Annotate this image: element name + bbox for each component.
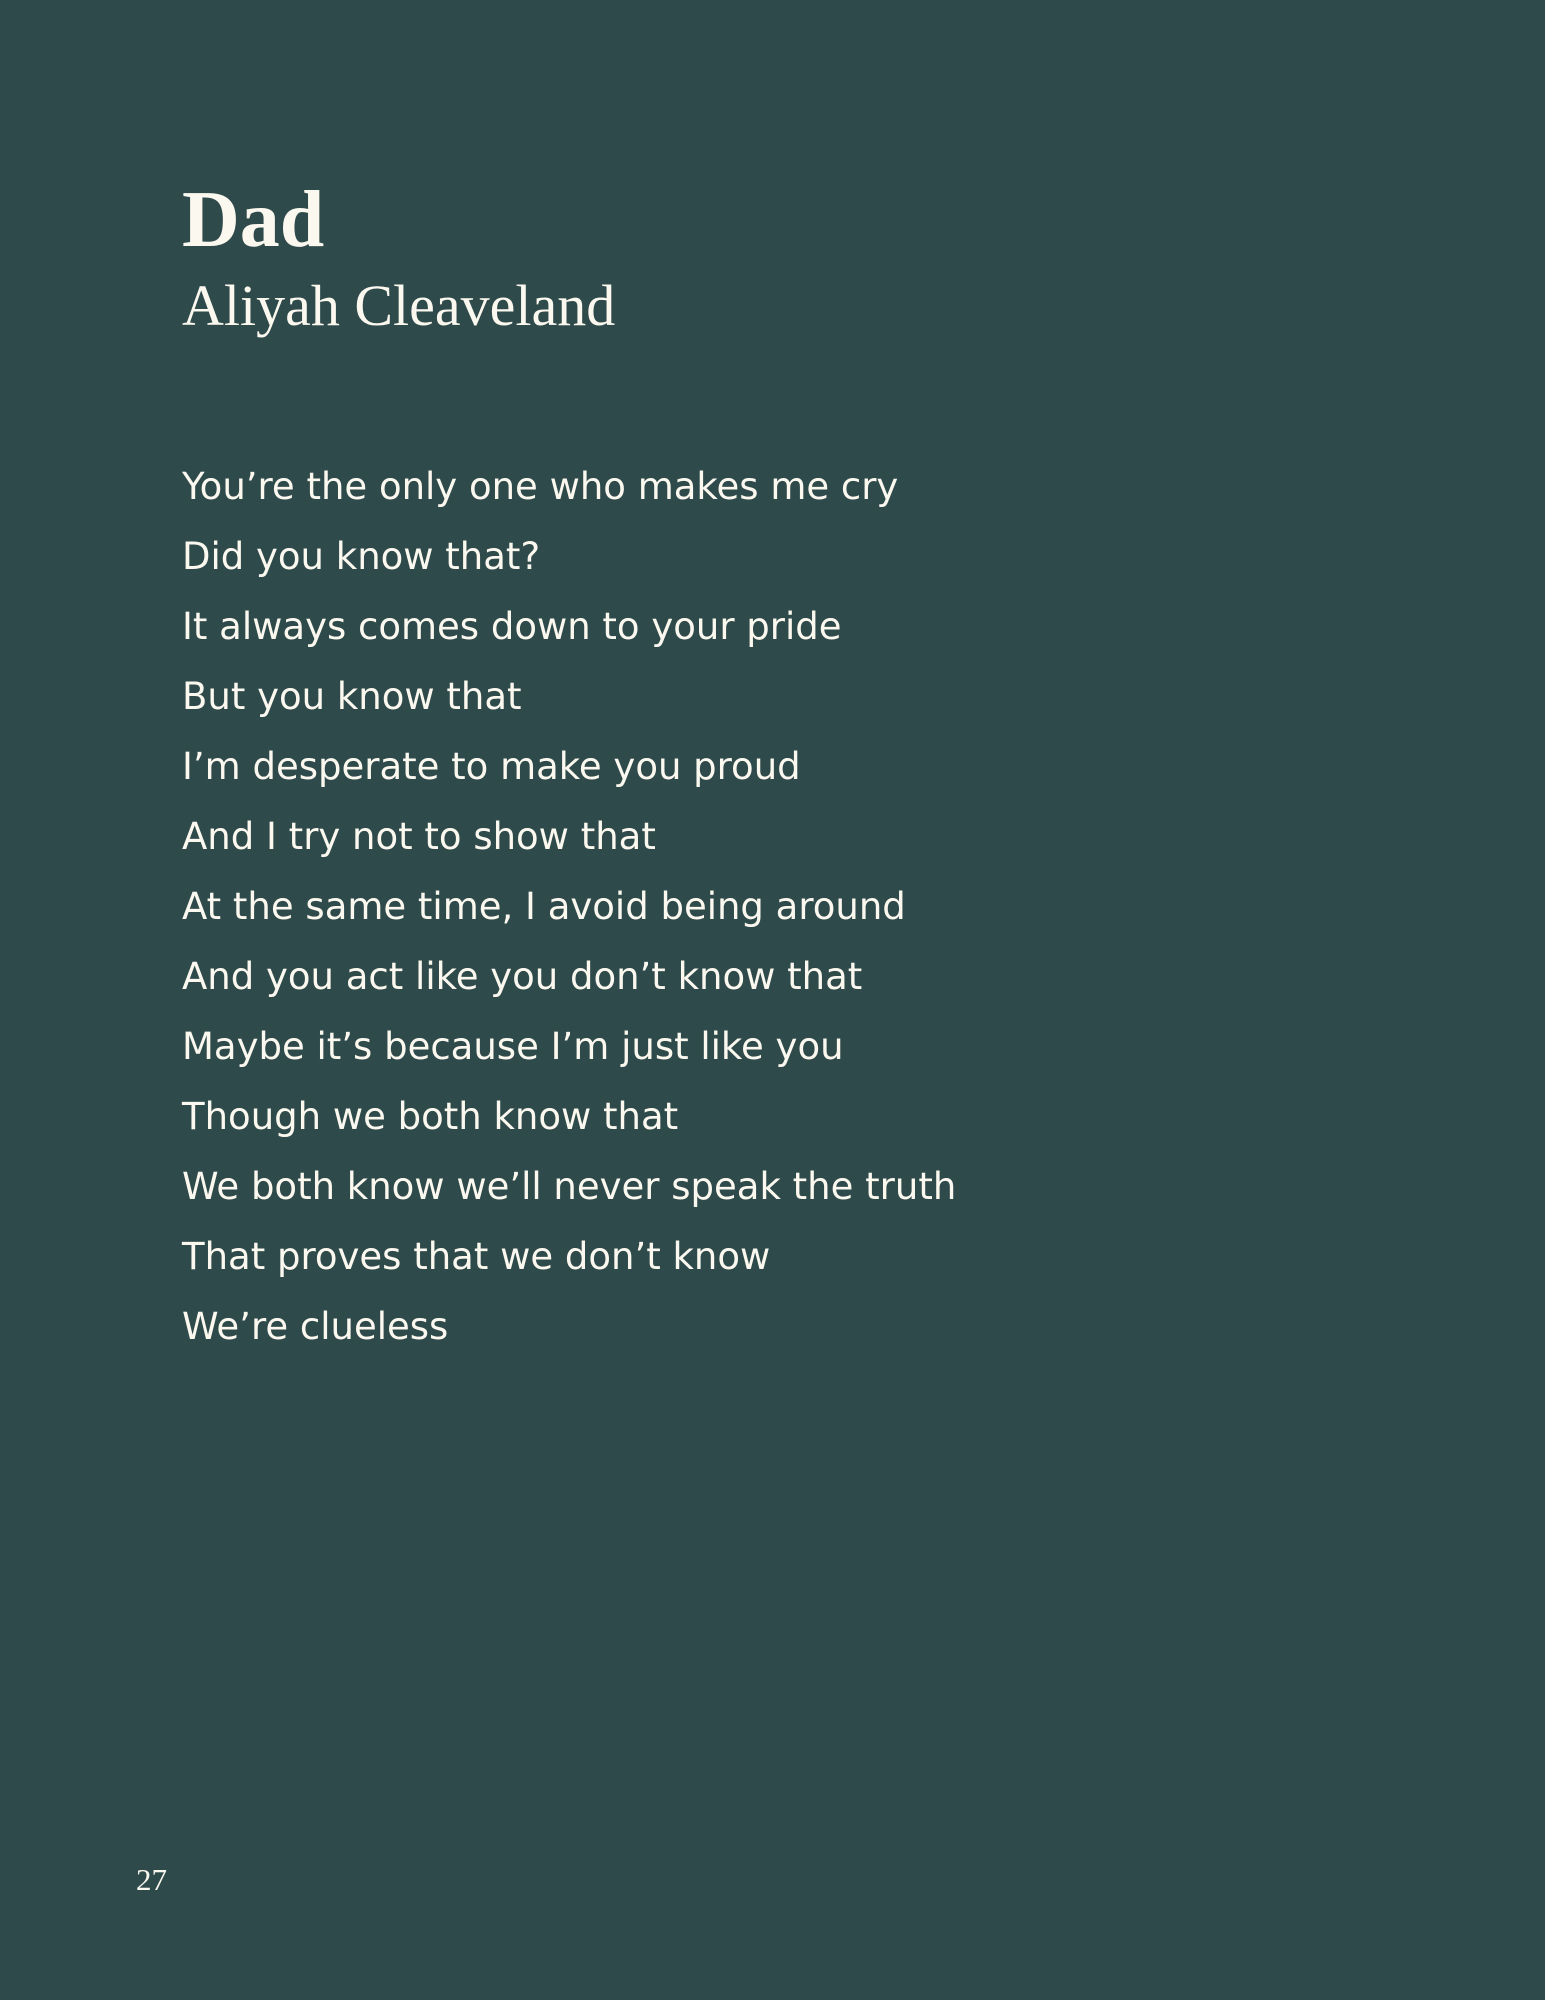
poem-line: You’re the only one who makes me cry bbox=[182, 465, 899, 508]
poem-line: And I try not to show that bbox=[182, 815, 656, 858]
poem-line: That proves that we don’t know bbox=[182, 1235, 771, 1278]
poem-line: Did you know that? bbox=[182, 535, 541, 578]
poem-title: Dad bbox=[182, 176, 325, 264]
poem-line: At the same time, I avoid being around bbox=[182, 885, 906, 928]
poem-body bbox=[182, 452, 956, 1362]
poem-line: Though we both know that bbox=[182, 1095, 679, 1138]
poem-line: Maybe it’s because I’m just like you bbox=[182, 1025, 844, 1068]
poem-line: We both know we’ll never speak the truth bbox=[182, 1165, 957, 1208]
poem-line: We’re clueless bbox=[182, 1305, 449, 1348]
poem-line: It always comes down to your pride bbox=[182, 605, 842, 648]
poem-line: And you act like you don’t know that bbox=[182, 955, 863, 998]
page-number: 27 bbox=[136, 1862, 167, 1897]
poem-line: I’m desperate to make you proud bbox=[182, 745, 801, 788]
poem-line: But you know that bbox=[182, 675, 522, 718]
poem-author: Aliyah Cleaveland bbox=[182, 273, 616, 338]
